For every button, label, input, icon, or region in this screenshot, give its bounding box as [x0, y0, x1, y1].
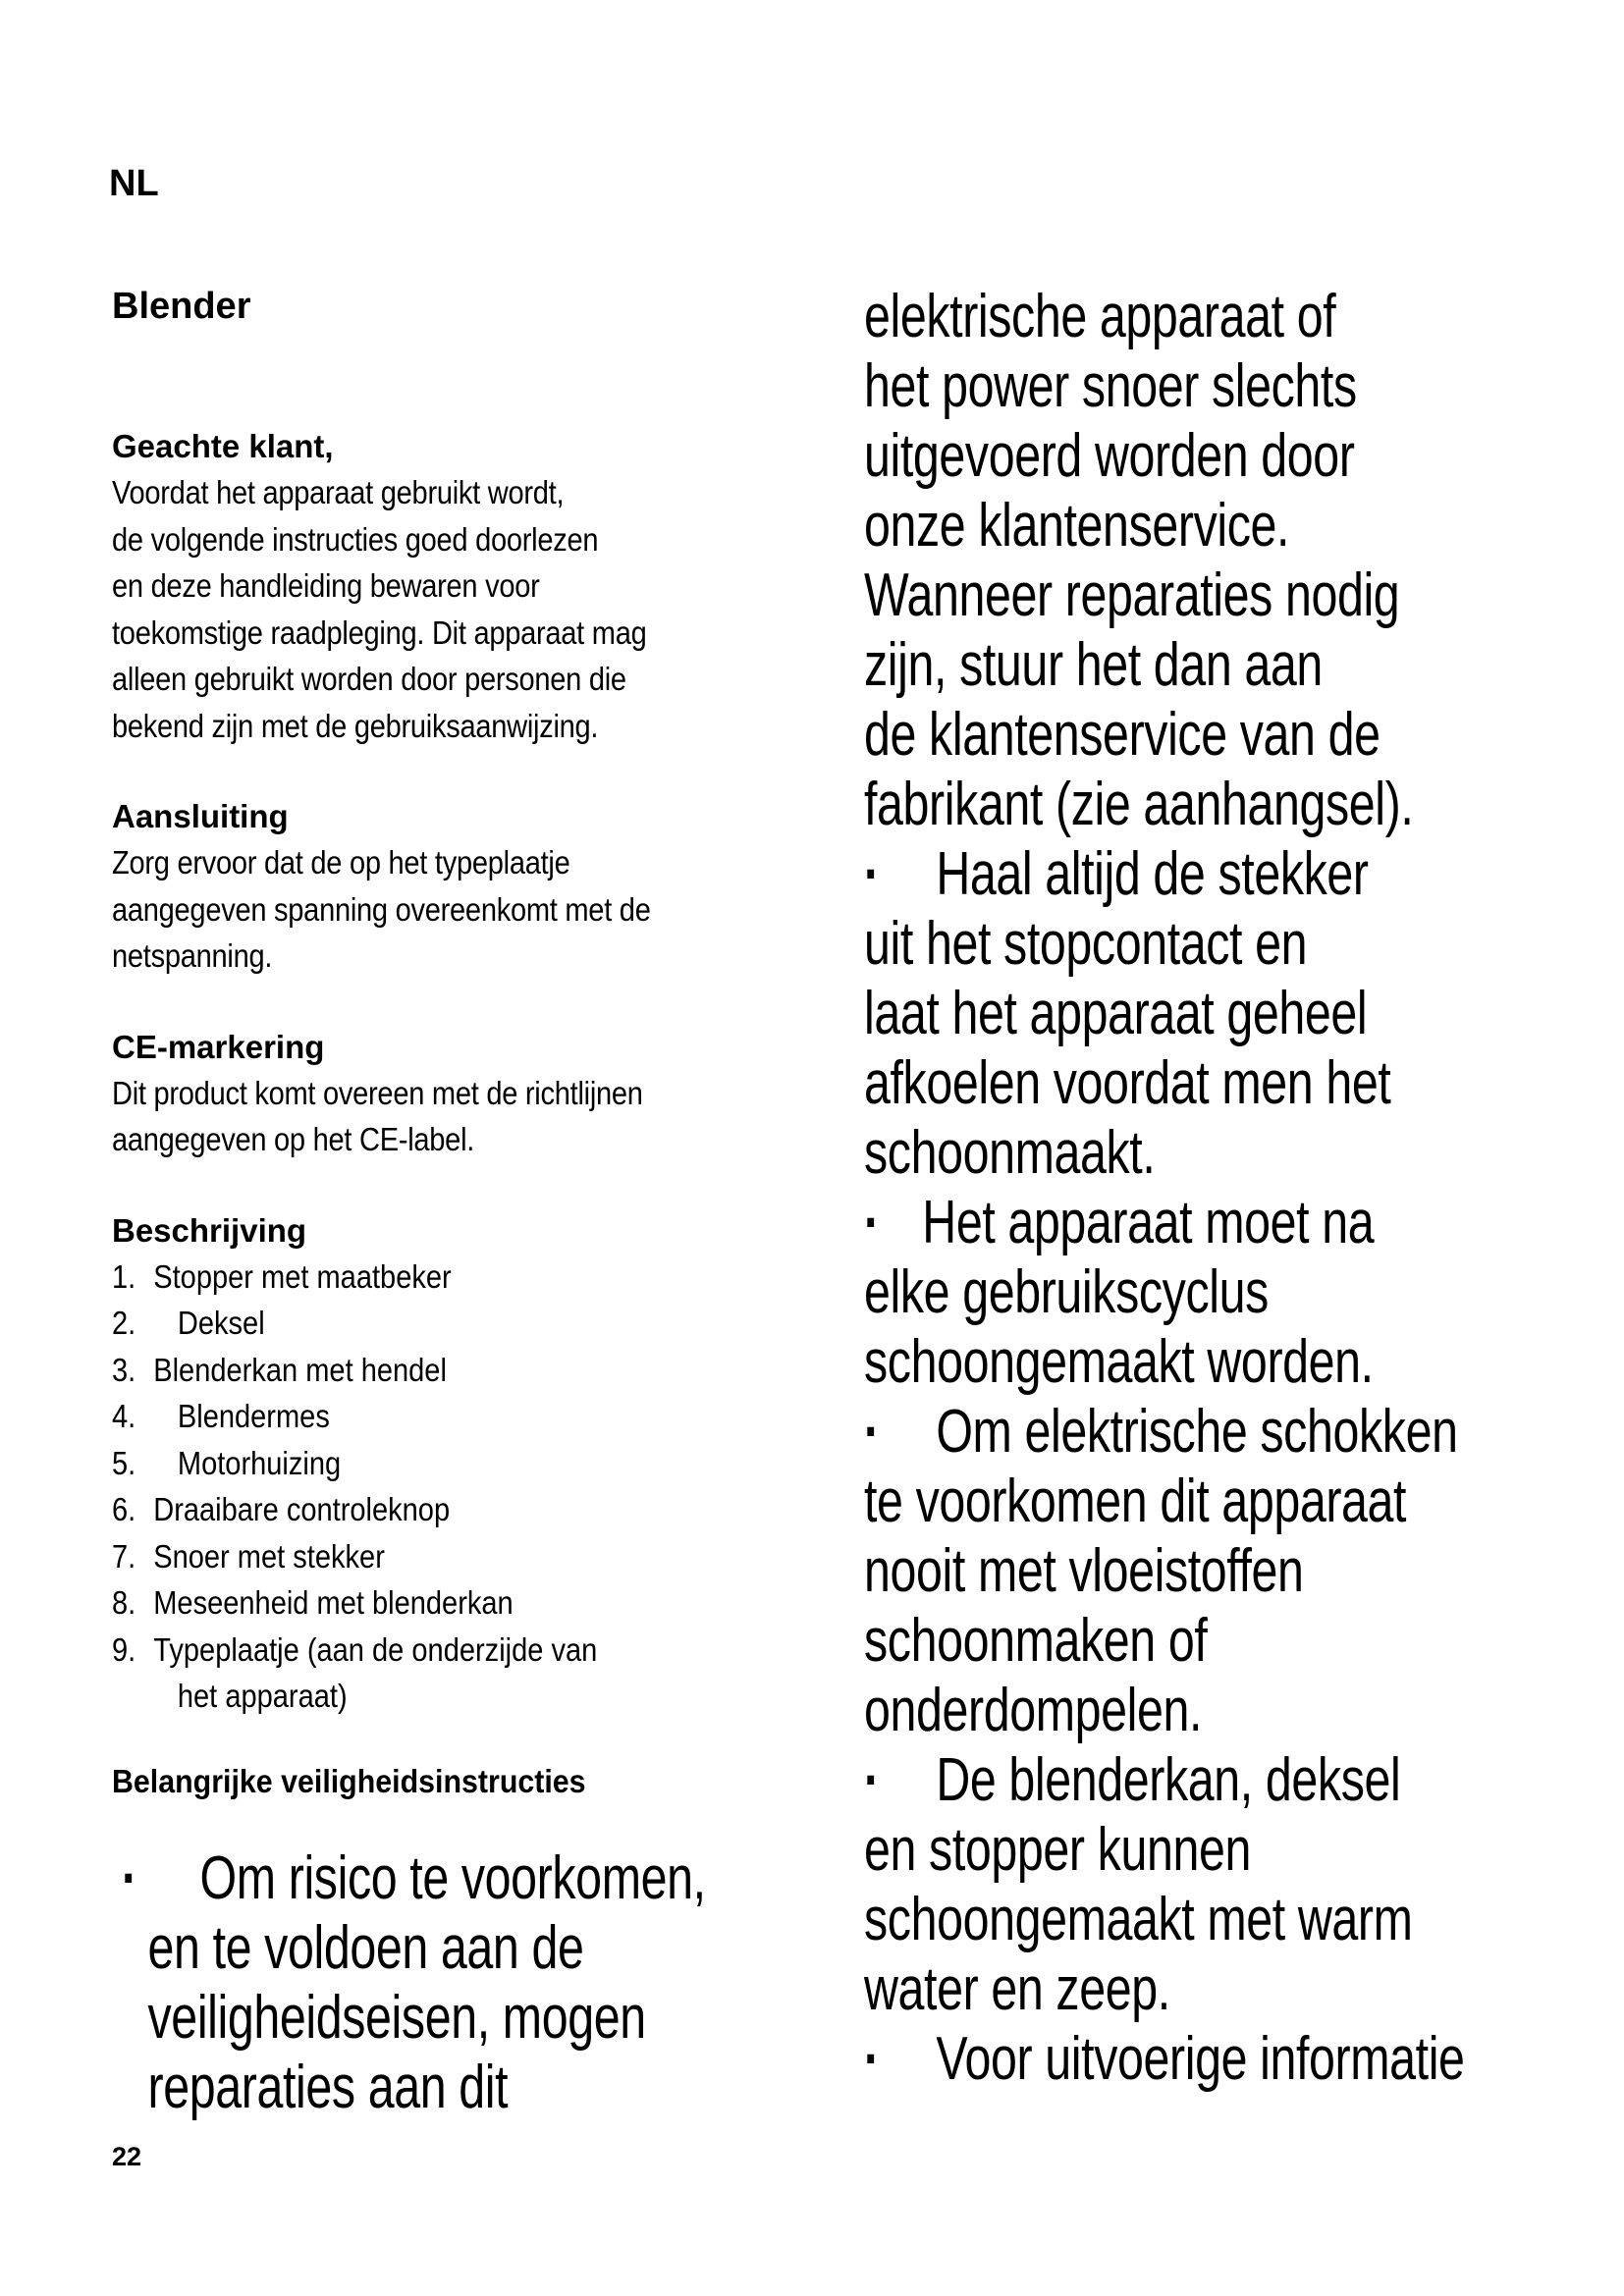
text-line: uit het stopcontact en — [864, 910, 1308, 978]
page-number: 22 — [112, 2142, 142, 2171]
text-line: onze klantenservice. — [864, 492, 1290, 560]
list-item: 3. Blenderkan met hendel — [112, 1351, 447, 1388]
aansluiting-heading: Aansluiting — [112, 798, 289, 834]
bullet-line: · Om elektrische schokken — [864, 1398, 1458, 1466]
intro-heading: Geachte klant, — [112, 428, 334, 464]
safety-left-block — [122, 1843, 888, 2122]
list-item: 1. Stopper met maatbeker — [112, 1257, 452, 1295]
bullet-line: · Haal altijd de stekker — [864, 840, 1369, 908]
text-line: Voordat het apparaat gebruikt wordt, — [112, 474, 565, 510]
text-line: schoonmaakt. — [864, 1119, 1156, 1187]
list-item: 7. Snoer met stekker — [112, 1537, 385, 1575]
bullet-line: · De blenderkan, deksel — [864, 1746, 1401, 1814]
intro-text — [112, 469, 803, 749]
text-line: alleen gebruikt worden door personen die — [112, 661, 626, 697]
text-line: het power snoer slechts — [864, 352, 1357, 420]
text-line: zijn, stuur het dan aan — [864, 631, 1323, 699]
bullet-icon: · — [864, 1398, 880, 1466]
list-item: 6. Draaibare controleknop — [112, 1491, 451, 1527]
text-line: laat het apparaat geheel — [864, 980, 1368, 1047]
list-item: 4. Blendermes — [112, 1398, 330, 1434]
bullet-line: · Om risico te voorkomen, — [122, 1844, 706, 1912]
bullet-icon: · — [864, 840, 880, 908]
text-line: aangegeven spanning overeenkomt met de — [112, 890, 651, 928]
text-line: Dit product komt overeen met de richtlijnen — [112, 1074, 643, 1111]
text-line: schoongemaakt met warm — [864, 1886, 1413, 1953]
bullet-icon: · — [864, 1746, 880, 1814]
bullet-icon: · — [864, 2025, 880, 2093]
text-line: netspanning. — [112, 937, 273, 974]
parts-list — [112, 1254, 803, 1720]
text-line: afkoelen voordat men het — [864, 1049, 1391, 1117]
text-line: water en zeep. — [864, 1955, 1170, 2023]
text-line: en te voldoen aan de — [147, 1914, 584, 1982]
text-line: fabrikant (zie aanhangsel). — [864, 771, 1414, 838]
text-line: reparaties aan dit — [147, 2054, 509, 2121]
text-line: en deze handleiding bewaren voor — [112, 567, 540, 604]
beschrijving-heading: Beschrijving — [112, 1211, 307, 1249]
language-code: NL — [109, 163, 159, 204]
list-item: 5. Motorhuizing — [112, 1444, 342, 1481]
aansluiting-text — [112, 839, 803, 980]
text-line: nooit met vloeistoffen — [864, 1537, 1304, 1605]
left-column — [112, 424, 799, 1804]
list-item: 2. Deksel — [112, 1305, 265, 1341]
bullet-line: · Voor uitvoerige informatie — [864, 2025, 1465, 2093]
text-line: aangegeven op het CE-label. — [112, 1121, 475, 1157]
ce-text — [112, 1070, 803, 1163]
list-item: 9. Typeplaatje (aan de onderzijde van — [112, 1630, 598, 1668]
text-line: bekend zijn met de gebruiksaanwijzing. — [112, 707, 599, 744]
ce-heading: CE-markering — [112, 1028, 325, 1065]
text-line: uitgevoerd worden door — [864, 422, 1355, 490]
safety-heading: Belangrijke veiligheidsinstructies — [112, 1762, 586, 1799]
text-line: onderdompelen. — [864, 1677, 1203, 1744]
text-line: te voorkomen dit apparaat — [864, 1468, 1407, 1535]
bullet-line: · Het apparaat moet na — [864, 1189, 1375, 1256]
text-line: Wanneer reparaties nodig — [864, 561, 1400, 629]
text-line: de klantenservice van de — [864, 701, 1380, 769]
list-item: 8. Meseenheid met blenderkan — [112, 1584, 514, 1621]
text-line: toekomstige raadpleging. Dit apparaat mag — [112, 614, 647, 651]
right-column — [864, 282, 1624, 2094]
text-line: en stopper kunnen — [864, 1816, 1251, 1884]
list-item-continuation: het apparaat) — [177, 1678, 348, 1714]
text-line: Zorg ervoor dat de op het typeplaatje — [112, 844, 570, 881]
text-line: schoongemaakt worden. — [864, 1328, 1374, 1396]
text-line: de volgende instructies goed doorlezen — [112, 520, 599, 558]
text-line: schoonmaken of — [864, 1607, 1208, 1675]
bullet-icon: · — [864, 1189, 880, 1256]
bullet-icon: · — [122, 1844, 137, 1912]
text-line: elektrische apparaat of — [864, 283, 1336, 350]
document-title: Blender — [112, 286, 251, 327]
text-line: elke gebruikscyclus — [864, 1258, 1269, 1326]
text-line: veiligheidseisen, mogen — [147, 1984, 646, 2052]
